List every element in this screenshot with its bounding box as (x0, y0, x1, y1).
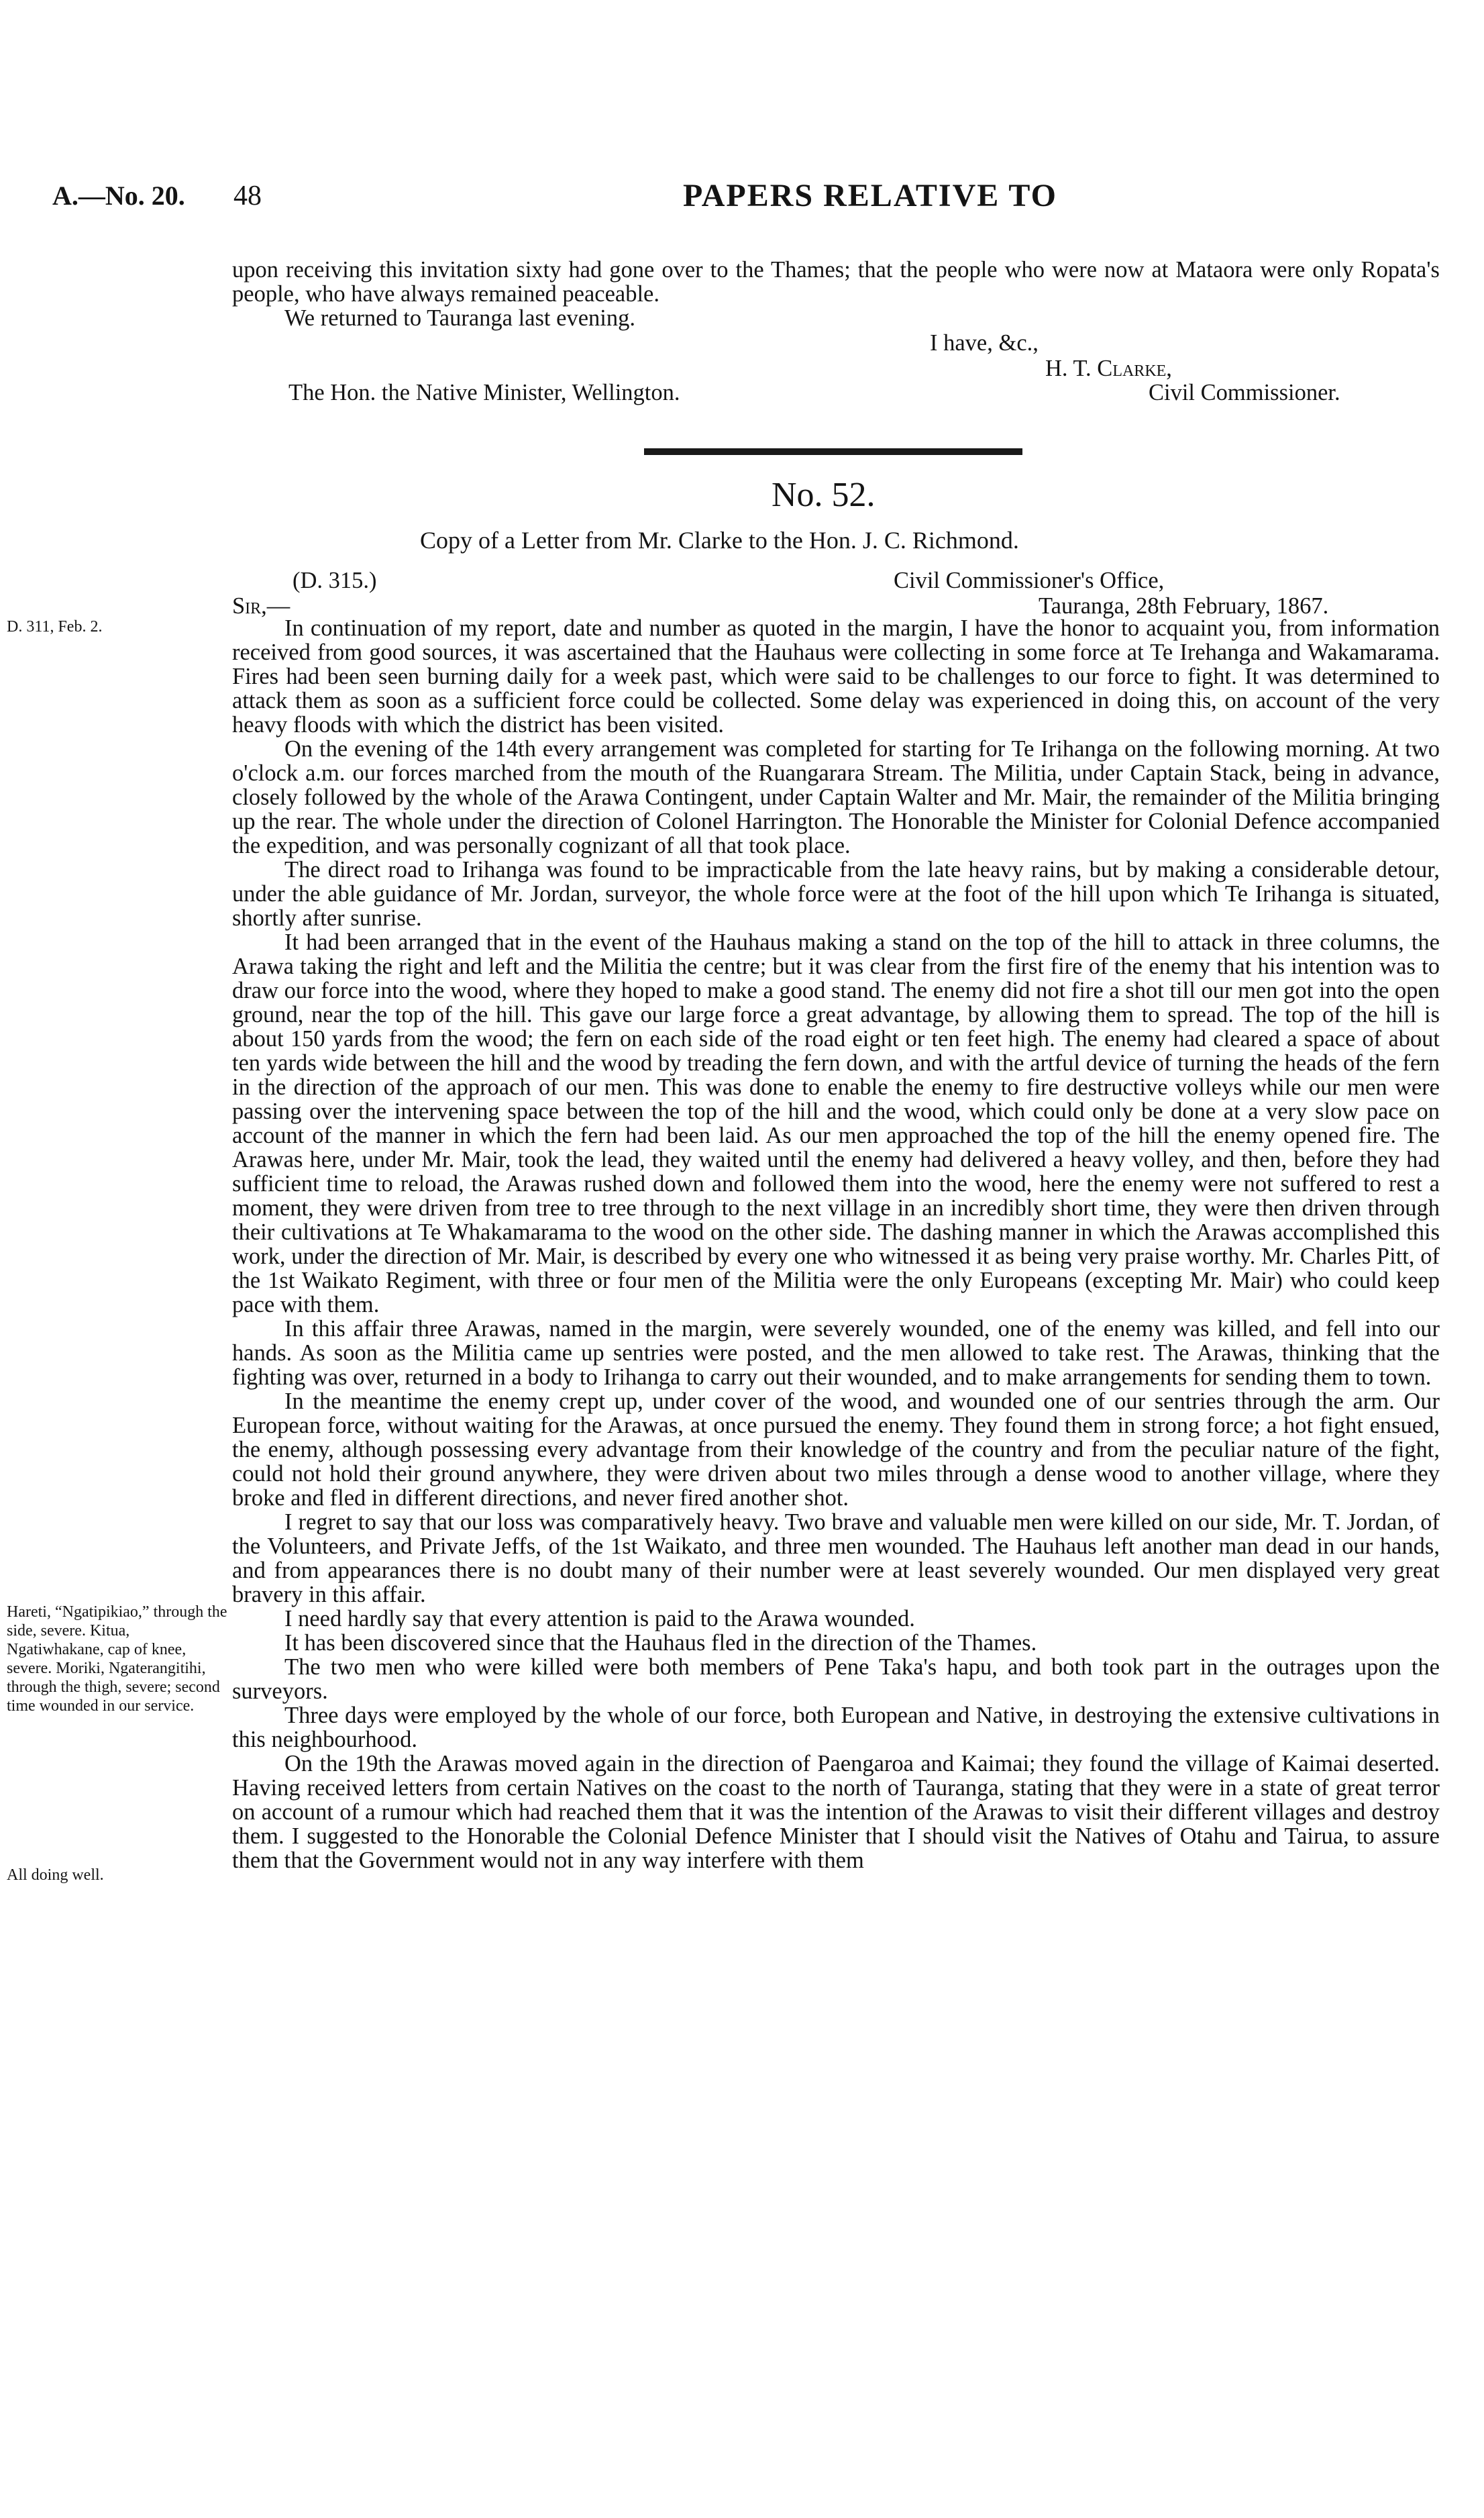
section-divider (644, 448, 1022, 455)
paragraph: On the 19th the Arawas moved again in the direction of Paengaroa and Kaimai; they found the village of Kaimai deserted. Having received letters from certain Natives on the coast to the north of Tauranga, stating that they were in a state of great terror on account of a rumour which had reached them that it was the intention of the Arawas to visit their different villages and destroy them. I suggested to the Honorable the Colonial Defence Minister that I should visit the Natives of Otahu and Tairua, to assure them that the Government would not in any way interfere with them (232, 1751, 1440, 1873)
running-title: PAPERS RELATIVE TO (683, 178, 1057, 213)
letter-body (232, 616, 1440, 1872)
letter-heading: Copy of a Letter from Mr. Clarke to the Hon. J. C. Richmond. (420, 527, 1019, 554)
paragraph: I regret to say that our loss was comparatively heavy. Two brave and valuable men were killed on our side, Mr. T. Jordan, of the Volunteers, and Private Jeffs, of the 1st Waikato, and three men wounded. The Hauhaus left another man dead in our hands, and from appearances there is no doubt many of their number were at least severely wounded. Our men displayed very great bravery in this affair. (232, 1509, 1440, 1607)
letter-date: Tauranga, 28th February, 1867. (1039, 593, 1329, 619)
letter-reference: (D. 315.) (293, 568, 377, 593)
signatory: H. T. Clarke, (1045, 356, 1172, 381)
paragraph: The direct road to Irihanga was found to be impracticable from the late heavy rains, but by making a considerable detour, under the able guidance of Mr. Jordan, surveyor, the whole force were at the foot of the hill upon which Te Irihanga is situated, shortly after sunrise. (232, 857, 1440, 931)
margin-note-status: All doing well. (7, 1866, 104, 1884)
addressee: The Hon. the Native Minister, Wellington. (288, 380, 680, 405)
page-header (52, 180, 1461, 227)
closing: I have, &c., (930, 330, 1039, 356)
paragraph: I need hardly say that every attention is paid to the Arawa wounded. (284, 1606, 915, 1631)
paragraph: In this affair three Arawas, named in the margin, were severely wounded, one of the enemy was killed, and fell into our hands. As soon as the Militia came up sentries were posted, and the men allowed to take rest. The Arawas, thinking that the fighting was over, returned in a body to Irihanga to carry out their wounded, and to make arrangements for sending them to town. (232, 1316, 1440, 1390)
paragraph: In continuation of my report, date and number as quoted in the margin, I have the honor to acquaint you, from information received from good sources, it was ascertained that the Hauhaus were collecting in some force at Te Irehanga and Wakamarama. Fires had been seen burning daily for a week past, which were said to be challenges to our force to fight. It was determined to attack them as soon as a sufficient force could be collected. Some delay was experienced in doing this, on account of the very heavy floods with which the district has been visited. (232, 615, 1440, 738)
letter-number: No. 52. (772, 476, 876, 514)
document-reference: A.—No. 20. (52, 181, 185, 211)
margin-note-wounded: Hareti, “Ngatipikiao,” through the side, severe. Kitua, Ngatiwhakane, cap of knee, severe. Moriki, Ngaterangitihi, through the thigh, severe; second time wounded in our service. (7, 1603, 227, 1715)
margin-note-reference: D. 311, Feb. 2. (7, 618, 103, 636)
office: Civil Commissioner's Office, (894, 568, 1165, 593)
paragraph: It has been discovered since that the Hauhaus fled in the direction of the Thames. (284, 1630, 1037, 1656)
signatory-title: Civil Commissioner. (1149, 380, 1340, 405)
paragraph: The two men who were killed were both members of Pene Taka's hapu, and both took part in the outrages upon the surveyors. (232, 1654, 1440, 1704)
previous-letter-text (232, 258, 1440, 330)
paragraph: We returned to Tauranga last evening. (284, 305, 635, 331)
salutation: Sir,— (232, 593, 290, 619)
paragraph: In the meantime the enemy crept up, under cover of the wood, and wounded one of our sentries through the arm. Our European force, without waiting for the Arawas, at once pursued the enemy. They found them in strong force; a hot fight ensued, the enemy, although possessing every advantage from their knowledge of the country and from the peculiar nature of the fight, could not hold their ground anywhere, they were driven about two miles through a dense wood to another village, where they broke and fled in different directions, and never fired another shot. (232, 1389, 1440, 1511)
paragraph: upon receiving this invitation sixty had gone over to the Thames; that the people who were now at Mataora were only Ropata's people, who have always remained peaceable. (232, 257, 1440, 307)
paragraph: On the evening of the 14th every arrangement was completed for starting for Te Irihanga on the following morning. At two o'clock a.m. our forces marched from the mouth of the Ruangarara Stream. The Militia, under Captain Stack, being in advance, closely followed by the whole of the Arawa Contingent, under Captain Walter and Mr. Mair, the remainder of the Militia bringing up the rear. The whole under the direction of Colonel Harrington. The Honorable the Minister for Colonial Defence accompanied the expedition, and was personally cognizant of all that took place. (232, 736, 1440, 858)
page-number: 48 (233, 181, 262, 211)
paragraph: It had been arranged that in the event of the Hauhaus making a stand on the top of the hill to attack in three columns, the Arawa taking the right and left and the Militia the centre; but it was clear from the first fire of the enemy that his intention was to draw our force into the wood, where they hoped to make a good stand. The enemy did not fire a shot till our men got into the open ground, near the top of the hill. This gave our large force a great advantage, by allowing them to spread. The top of the hill is about 150 yards from the wood; the fern on each side of the road eight or ten feet high. The enemy had cleared a space of about ten yards wide between the hill and the wood by treading the fern down, and with the artful device of turning the heads of the fern in the direction of the approach of our men. This was done to enable the enemy to fire destructive volleys while our men were passing over the intervening space between the top of the hill and the wood, which could only be done at a very slow pace on account of the manner in which the fern had been laid. As our men approached the top of the hill the enemy opened fire. The Arawas here, under Mr. Mair, took the lead, they waited until the enemy had delivered a heavy volley, and then, before they had sufficient time to reload, the Arawas rushed down and followed them into the wood, here the enemy were not suffered to rest a moment, they were driven from tree to tree through to the next village in an incredibly short time, they were then driven through their cultivations at Te Whakamarama to the wood on the other side. The dashing manner in which the Arawas accomplished this work, under the direction of Mr. Mair, is described by every one who witnessed it as being very praise worthy. Mr. Charles Pitt, of the 1st Waikato Regiment, with three or four men of the Militia were the only Europeans (excepting Mr. Mair) who could keep pace with them. (232, 929, 1440, 1317)
paragraph: Three days were employed by the whole of our force, both European and Native, in destroying the extensive cultivations in this neighbourhood. (232, 1703, 1440, 1752)
